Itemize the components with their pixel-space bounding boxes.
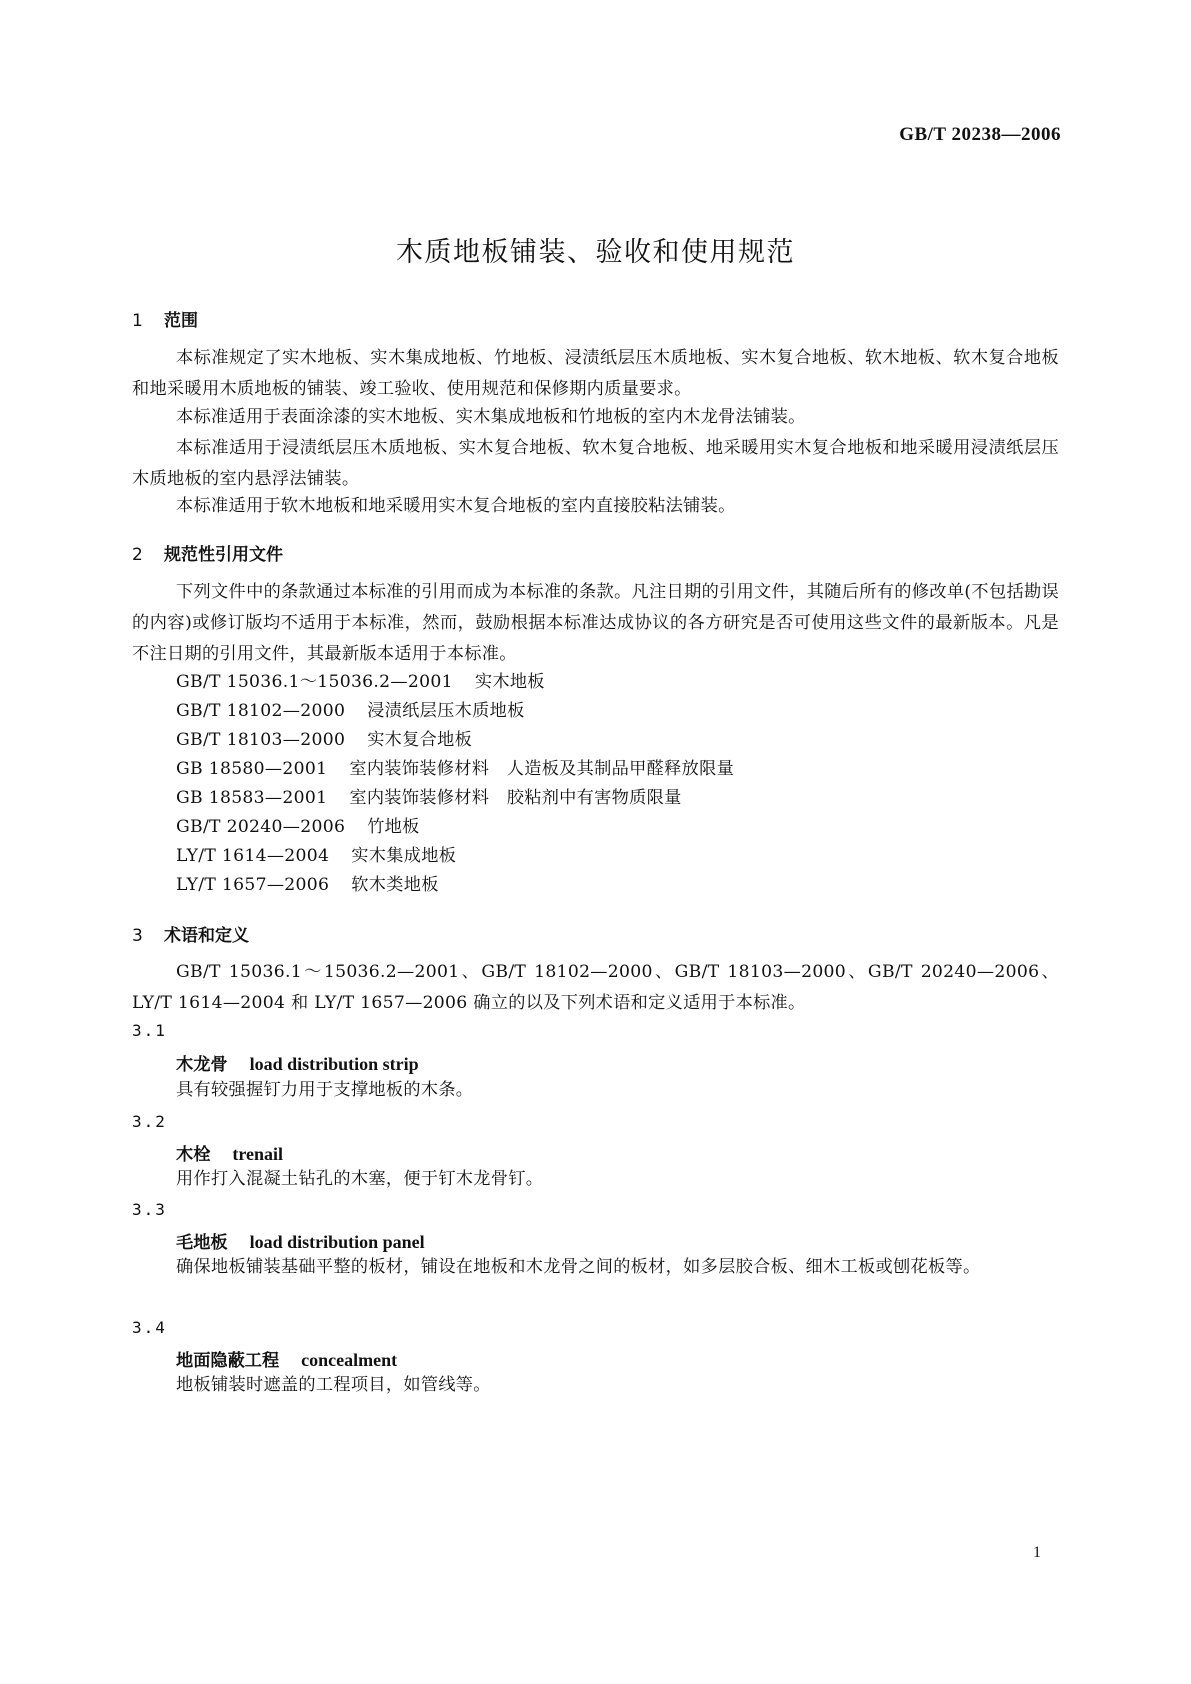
term-entry <box>176 1228 425 1253</box>
clause-number: 3.4 <box>132 1318 167 1337</box>
reference-name: 室内装饰装修材料 胶粘剂中有害物质限量 <box>349 788 682 808</box>
reference-item <box>176 696 525 727</box>
section-heading-3 <box>132 921 249 946</box>
paragraph: 本标准规定了实木地板、实木集成地板、竹地板、浸渍纸层压木质地板、实木复合地板、软木地板、软木复合地板和地采暖用木质地板的铺装、竣工验收、使用规范和保修期内质量要求。 <box>132 348 1059 399</box>
section-title: 范围 <box>164 311 198 331</box>
reference-code: GB/T 18102—2000 <box>176 701 346 721</box>
term-en: concealment <box>301 1350 398 1370</box>
section-title: 规范性引用文件 <box>164 545 283 565</box>
reference-item <box>176 812 420 843</box>
page-number: 1 <box>1033 1544 1041 1561</box>
reference-code: GB 18580—2001 <box>176 759 328 779</box>
term-definition: 具有较强握钉力用于支撑地板的木条。 <box>176 1080 474 1100</box>
term-entry <box>176 1050 419 1075</box>
term-entry <box>176 1140 283 1165</box>
reference-name: 软木类地板 <box>351 875 439 895</box>
term-definition: 用作打入混凝土钻孔的木塞，便于钉木龙骨钉。 <box>176 1169 544 1189</box>
paragraph: 本标准适用于浸渍纸层压木质地板、实木复合地板、软木复合地板、地采暖用实木复合地板和地采暖用浸渍纸层压木质地板的室内悬浮法铺装。 <box>132 438 1059 489</box>
term-zh: 木栓 <box>176 1145 211 1165</box>
reference-item <box>176 725 472 756</box>
section-heading-1 <box>132 306 198 331</box>
reference-item <box>176 754 734 785</box>
reference-name: 实木地板 <box>474 672 545 692</box>
section-number: 2 <box>132 545 143 565</box>
reference-item <box>176 667 545 698</box>
clause-number: 3.3 <box>132 1200 167 1219</box>
paragraph: 本标准适用于表面涂漆的实木地板、实木集成地板和竹地板的室内木龙骨法铺装。 <box>176 407 806 427</box>
paragraph: 本标准适用于软木地板和地采暖用实木复合地板的室内直接胶粘法铺装。 <box>176 496 736 516</box>
reference-code: GB 18583—2001 <box>176 788 328 808</box>
term-entry <box>176 1346 397 1371</box>
document-title: 木质地板铺装、验收和使用规范 <box>396 237 795 268</box>
term-zh: 地面隐蔽工程 <box>176 1351 280 1371</box>
section-heading-2 <box>132 540 283 565</box>
paragraph: 下列文件中的条款通过本标准的引用而成为本标准的条款。凡注日期的引用文件，其随后所有的修改单(不包括勘误的内容)或修订版均不适用于本标准，然而，鼓励根据本标准达成协议的各方研究是否可使用这些文件的最新版本。凡是不注日期的引用文件，其最新版本适用于本标准。 <box>132 582 1059 664</box>
term-en: load distribution strip <box>249 1054 419 1074</box>
paragraph: GB/T 15036.1～15036.2—2001、GB/T 18102—2000、GB/T 18103—2000、GB/T 20240—2006、LY/T 1614—2004 和 LY/T 1657—2006 确立的以及下列术语和定义适用于本标准。 <box>132 962 1059 1013</box>
reference-item <box>176 870 439 901</box>
reference-name: 室内装饰装修材料 人造板及其制品甲醛释放限量 <box>349 759 735 779</box>
reference-code: LY/T 1657—2006 <box>176 875 330 895</box>
clause-number: 3.1 <box>132 1021 167 1040</box>
section-number: 3 <box>132 926 143 946</box>
reference-name: 实木复合地板 <box>367 730 473 750</box>
reference-code: GB/T 20240—2006 <box>176 817 346 837</box>
reference-code: GB/T 18103—2000 <box>176 730 346 750</box>
term-definition: 确保地板铺装基础平整的板材，铺设在地板和木龙骨之间的板材，如多层胶合板、细木工板或刨花板等。 <box>176 1257 981 1277</box>
reference-name: 实木集成地板 <box>351 846 457 866</box>
reference-item <box>176 841 456 872</box>
section-title: 术语和定义 <box>164 926 249 946</box>
standard-code: GB/T 20238—2006 <box>899 124 1061 145</box>
term-zh: 毛地板 <box>176 1233 228 1253</box>
reference-name: 竹地板 <box>367 817 420 837</box>
term-zh: 木龙骨 <box>176 1055 228 1075</box>
term-en: load distribution panel <box>249 1232 425 1252</box>
term-definition: 地板铺装时遮盖的工程项目，如管线等。 <box>176 1375 491 1395</box>
clause-number: 3.2 <box>132 1112 167 1131</box>
reference-item <box>176 783 682 814</box>
reference-name: 浸渍纸层压木质地板 <box>367 701 525 721</box>
reference-code: LY/T 1614—2004 <box>176 846 330 866</box>
term-en: trenail <box>232 1144 284 1164</box>
section-number: 1 <box>132 311 143 331</box>
reference-code: GB/T 15036.1～15036.2—2001 <box>176 672 453 692</box>
